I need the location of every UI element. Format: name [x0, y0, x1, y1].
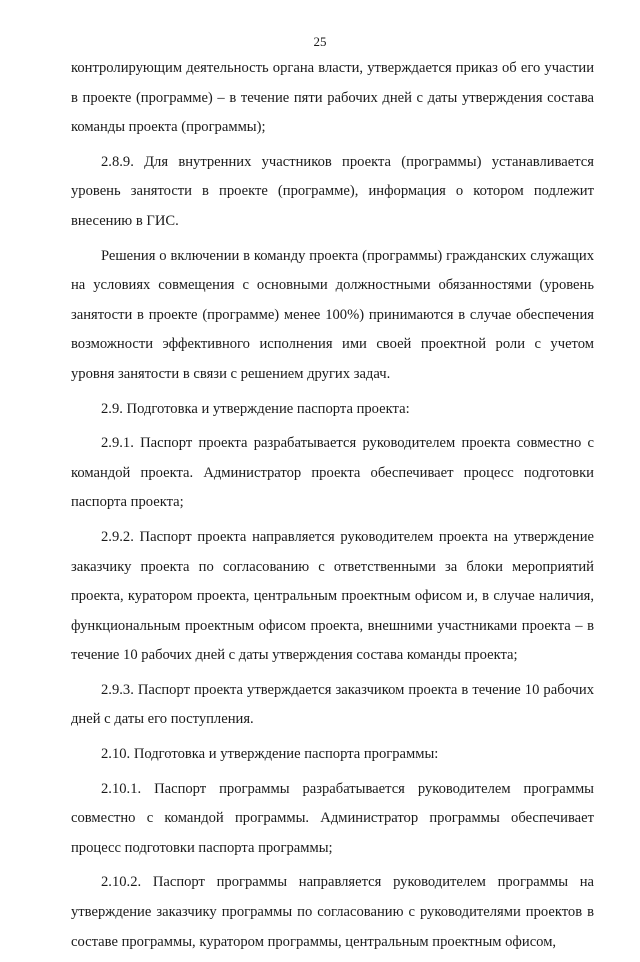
page-number: 25 — [313, 34, 327, 49]
paragraph-2-9-3: 2.9.3. Паспорт проекта утверждается заказчиком проекта в течение 10 рабочих дней с даты его поступления. — [71, 681, 594, 728]
document-body — [71, 54, 594, 962]
paragraph-decisions: Решения о включении в команду проекта (программы) гражданских служащих на условиях совмещения с основными должностными обязанностями (уровень занятости в проекте (программе) менее 100%) принимаются в случае обеспечения возможности эффективного исполнения ими своей проектной роли с учетом уровня занятости в связи с решением других задач. — [71, 247, 594, 382]
paragraph-2-10-1: 2.10.1. Паспорт программы разрабатывается руководителем программы совместно с командой программы. Администратор программы обеспечивает процесс подготовки паспорта программы; — [71, 780, 594, 856]
paragraph-2-8-9: 2.8.9. Для внутренних участников проекта (программы) устанавливается уровень занятости в проекте (программе), информация о котором подлежит внесению в ГИС. — [71, 153, 594, 229]
section-heading-2-10: 2.10. Подготовка и утверждение паспорта программы: — [101, 746, 439, 763]
section-heading-2-9: 2.9. Подготовка и утверждение паспорта проекта: — [101, 400, 410, 417]
paragraph-continuation: контролирующим деятельность органа власти, утверждается приказ об его участии в проекте (программе) – в течение пяти рабочих дней с даты утверждения состава команды проекта (программы); — [71, 60, 594, 136]
paragraph-2-9-2: 2.9.2. Паспорт проекта направляется руководителем проекта на утверждение заказчику проекта по согласованию с ответственными за блоки мероприятий проекта, куратором проекта, центральным проектным офисом и, в случае наличия, функциональным проектным офисом проекта, внешними участниками проекта – в течение 10 рабочих дней с даты утверждения состава команды проекта; — [71, 528, 594, 664]
paragraph-2-10-2: 2.10.2. Паспорт программы направляется руководителем программы на утверждение заказчику программы по согласованию с руководителями проектов в составе программы, куратором программы, центральным проектным офисом, — [71, 874, 594, 950]
paragraph-2-9-1: 2.9.1. Паспорт проекта разрабатывается руководителем проекта совместно с командой проекта. Администратор проекта обеспечивает процесс подготовки паспорта проекта; — [71, 435, 594, 511]
